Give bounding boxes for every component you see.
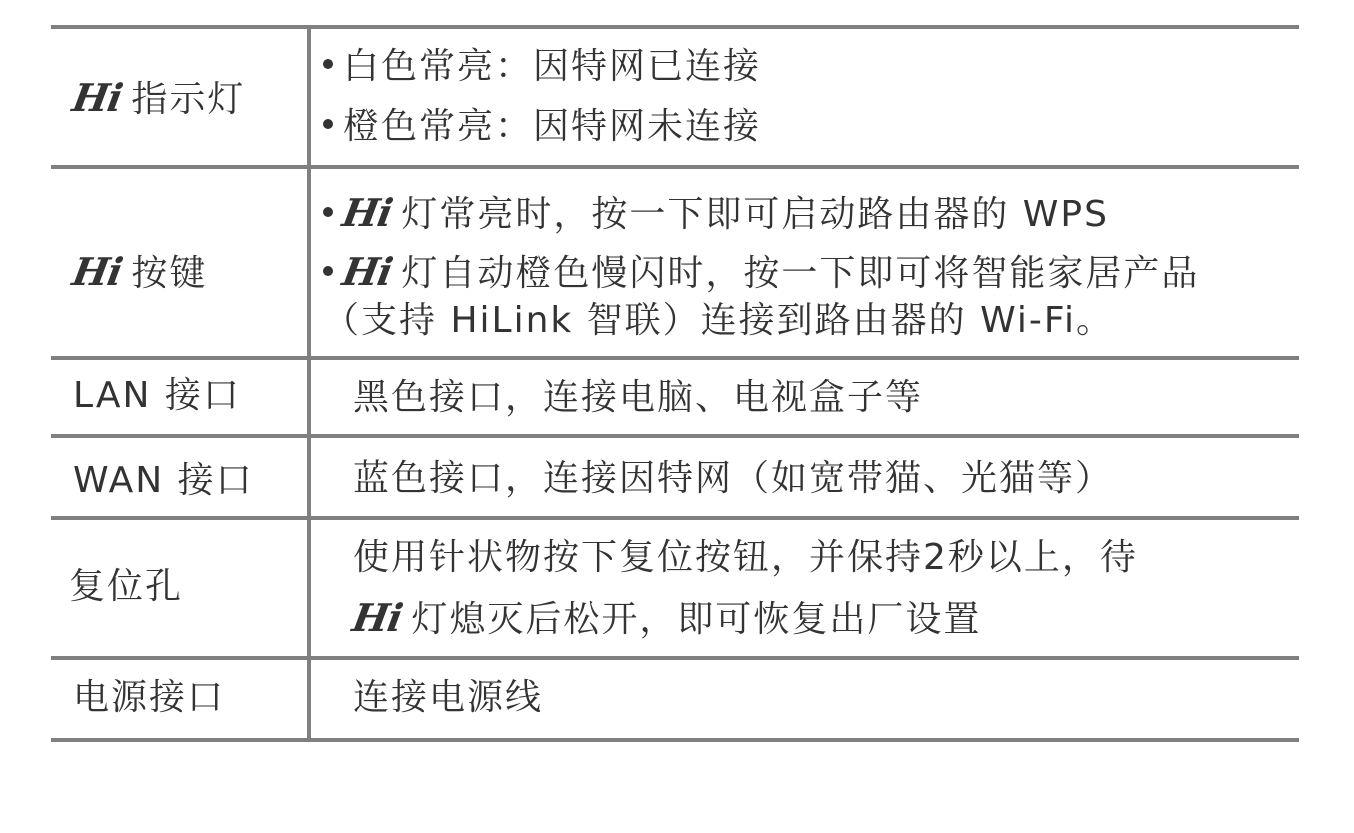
table-row-description [323, 249, 1200, 294]
description-line: 橙色常亮：因特网未连接 [343, 106, 762, 147]
row-divider [51, 165, 1299, 169]
label-text: 复位孔 [69, 566, 184, 607]
table-row-description [353, 678, 543, 718]
bullet-icon [323, 59, 333, 69]
table-row-label [69, 249, 208, 294]
table-row-label [73, 678, 225, 718]
row-divider [51, 356, 1299, 360]
label-text: 按键 [131, 253, 208, 294]
label-text: 电源接口 [73, 677, 226, 718]
bullet-icon [323, 266, 333, 276]
hi-logo-icon: Hi [339, 249, 396, 294]
table-row-description [353, 538, 1138, 578]
table-row-description [323, 190, 1109, 235]
description-line: 使用针状物按下复位按钮，并保持2秒以上，待 [353, 537, 1138, 578]
description-line: 灯自动橙色慢闪时，按一下即可将智能家居产品 [401, 253, 1200, 294]
description-line: 黑色接口，连接电脑、电视盒子等 [353, 377, 924, 418]
table-row-description [323, 107, 761, 147]
label-text: LAN 接口 [73, 375, 241, 416]
label-text: 指示灯 [131, 79, 246, 120]
description-line: 蓝色接口，连接因特网（如宽带猫、光猫等） [353, 458, 1114, 499]
table-row-label [73, 461, 254, 501]
column-divider [307, 27, 311, 741]
bullet-icon [323, 119, 333, 129]
description-line: （支持 HiLink 智联）连接到路由器的 Wi-Fi。 [323, 300, 1115, 341]
table-row-label [69, 567, 183, 607]
hi-logo-icon: Hi [339, 190, 396, 235]
port-description-table [51, 0, 1299, 833]
table-row-description [353, 378, 923, 418]
table-top-rule [51, 25, 1299, 29]
table-bottom-rule [51, 738, 1299, 742]
table-row-description [353, 459, 1113, 499]
description-line: 连接电源线 [353, 677, 544, 718]
description-line: 灯熄灭后松开，即可恢复出厂设置 [411, 599, 982, 640]
row-divider [51, 516, 1299, 520]
row-divider [51, 434, 1299, 438]
hi-logo-icon: Hi [69, 75, 126, 120]
bullet-icon [323, 207, 333, 217]
table-row-description [323, 301, 1114, 341]
table-row-label [69, 75, 246, 120]
hi-logo-icon: Hi [69, 249, 126, 294]
table-row-description [323, 47, 761, 87]
table-row-description [349, 595, 982, 640]
table-row-label [73, 376, 241, 416]
description-line: 灯常亮时，按一下即可启动路由器的 WPS [401, 194, 1109, 235]
row-divider [51, 656, 1299, 660]
label-text: WAN 接口 [73, 460, 254, 501]
hi-logo-icon: Hi [349, 595, 406, 640]
description-line: 白色常亮：因特网已连接 [343, 46, 762, 87]
